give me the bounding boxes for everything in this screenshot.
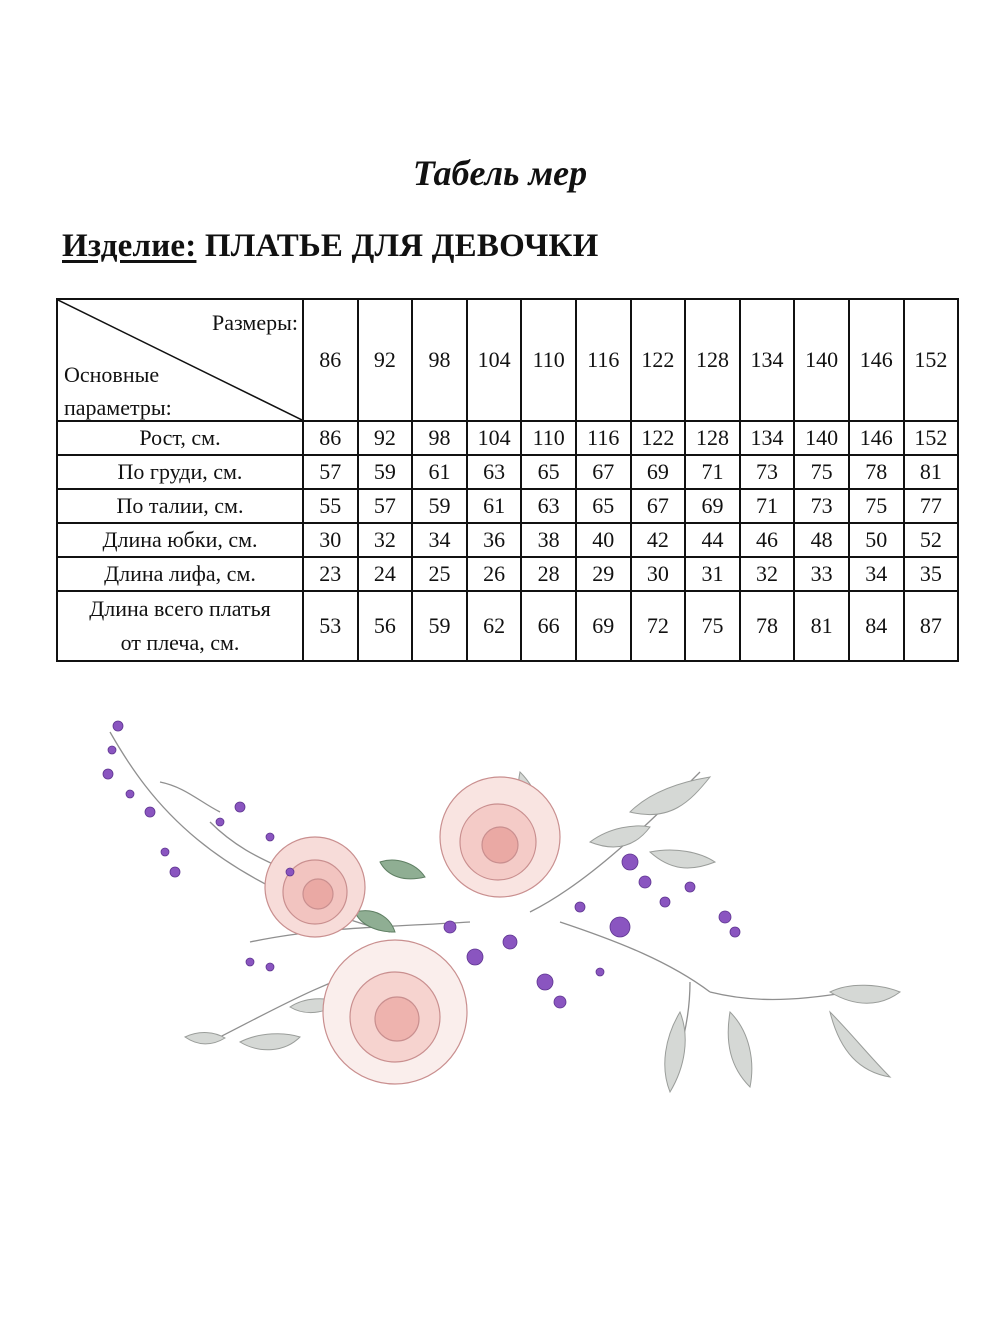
param-label [57,591,303,661]
size-header: 128 [685,299,740,421]
corner-params-label [64,358,172,424]
size-header: 152 [904,299,959,421]
size-header: 116 [576,299,631,421]
table-cell: 72 [631,591,686,661]
size-header: 134 [740,299,795,421]
table-row-bodice-length [57,557,958,591]
table-cell: 65 [521,455,576,489]
table-cell: 86 [303,421,358,455]
table-cell: 110 [521,421,576,455]
table-cell: 33 [794,557,849,591]
header-row [57,299,958,421]
table-cell: 30 [631,557,686,591]
table-row-chest [57,455,958,489]
param-label: Длина юбки, см. [57,523,303,557]
table-cell: 36 [467,523,522,557]
table-cell: 50 [849,523,904,557]
table-cell: 25 [412,557,467,591]
table-cell: 32 [740,557,795,591]
table-cell: 75 [849,489,904,523]
size-header: 98 [412,299,467,421]
corner-sizes-label: Размеры: [212,310,298,335]
table-cell: 66 [521,591,576,661]
table-cell: 75 [794,455,849,489]
corner-params-line1: Основные [64,362,160,387]
table-cell: 34 [849,557,904,591]
table-cell: 57 [358,489,413,523]
table-cell: 116 [576,421,631,455]
table-cell: 56 [358,591,413,661]
table-cell: 65 [576,489,631,523]
table-cell: 73 [740,455,795,489]
table-cell: 78 [849,455,904,489]
table-cell: 31 [685,557,740,591]
table-cell: 59 [412,489,467,523]
table-cell: 67 [576,455,631,489]
table-cell: 46 [740,523,795,557]
table-cell: 69 [631,455,686,489]
table-cell: 44 [685,523,740,557]
table-cell: 32 [358,523,413,557]
table-cell: 42 [631,523,686,557]
table-cell: 152 [904,421,959,455]
table-cell: 98 [412,421,467,455]
table-cell: 71 [740,489,795,523]
table-row-full-length [57,591,958,661]
product-label: Изделие: [62,228,197,264]
table-cell: 122 [631,421,686,455]
table-cell: 78 [740,591,795,661]
size-header: 104 [467,299,522,421]
size-chart-table [56,298,959,662]
table-cell: 24 [358,557,413,591]
table-cell: 62 [467,591,522,661]
table-cell: 38 [521,523,576,557]
table-cell: 67 [631,489,686,523]
param-label: Длина лифа, см. [57,557,303,591]
table-cell: 69 [685,489,740,523]
table-cell: 26 [467,557,522,591]
product-name: ПЛАТЬЕ ДЛЯ ДЕВОЧКИ [204,228,599,264]
table-cell: 34 [412,523,467,557]
table-cell: 146 [849,421,904,455]
table-row-waist [57,489,958,523]
floral-bouquet-icon [90,712,910,1112]
size-header: 122 [631,299,686,421]
table-cell: 48 [794,523,849,557]
table-cell: 23 [303,557,358,591]
table-cell: 128 [685,421,740,455]
table-cell: 92 [358,421,413,455]
page-title: Табель мер [412,153,588,193]
table-cell: 59 [358,455,413,489]
size-header: 86 [303,299,358,421]
product-heading [62,228,599,265]
table-cell: 81 [904,455,959,489]
size-header: 140 [794,299,849,421]
size-header: 110 [521,299,576,421]
table-cell: 55 [303,489,358,523]
table-cell: 35 [904,557,959,591]
size-header: 92 [358,299,413,421]
table-cell: 75 [685,591,740,661]
param-label: Рост, см. [57,421,303,455]
table-cell: 63 [521,489,576,523]
param-label: По груди, см. [57,455,303,489]
param-label: По талии, см. [57,489,303,523]
table-row-skirt-length [57,523,958,557]
param-label-line2: от плеча, см. [120,630,240,655]
table-row-height [57,421,958,455]
table-cell: 28 [521,557,576,591]
table-cell: 61 [467,489,522,523]
size-header: 146 [849,299,904,421]
table-cell: 140 [794,421,849,455]
table-cell: 71 [685,455,740,489]
table-cell: 59 [412,591,467,661]
corner-cell [57,299,303,421]
param-label-line1: Длина всего платья [89,596,271,621]
table-cell: 30 [303,523,358,557]
table-cell: 87 [904,591,959,661]
table-cell: 84 [849,591,904,661]
table-cell: 104 [467,421,522,455]
table-cell: 53 [303,591,358,661]
table-cell: 81 [794,591,849,661]
table-cell: 63 [467,455,522,489]
table-cell: 52 [904,523,959,557]
table-cell: 61 [412,455,467,489]
table-cell: 29 [576,557,631,591]
corner-params-line2: параметры: [64,395,172,420]
table-cell: 134 [740,421,795,455]
table-cell: 40 [576,523,631,557]
table-cell: 57 [303,455,358,489]
table-cell: 69 [576,591,631,661]
table-cell: 73 [794,489,849,523]
table-cell: 77 [904,489,959,523]
